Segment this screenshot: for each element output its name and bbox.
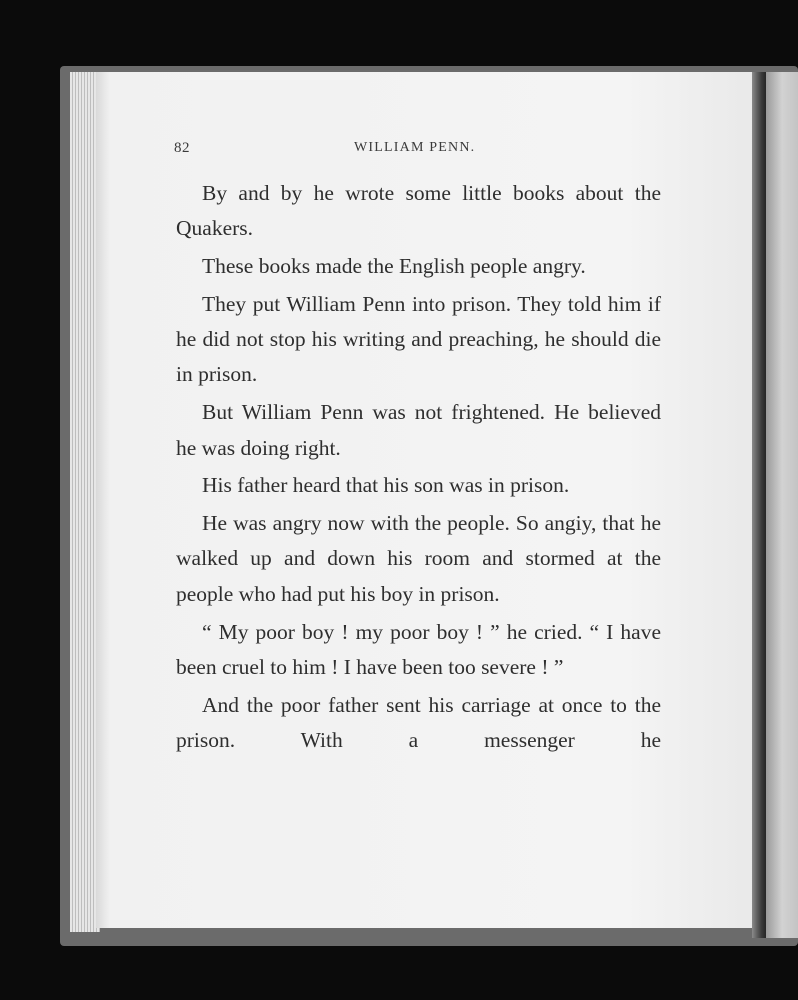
- paragraph: He was angry now with the people. So angiy, that he walked up and down his room and stormed at the people who had put his boy in prison.: [176, 511, 661, 606]
- paragraph: His father heard that his son was in prison.: [202, 473, 570, 498]
- paragraph: They put William Penn into prison. They told him if he did not stop his writing and preaching, he should die in prison.: [176, 291, 661, 387]
- paragraph: But William Penn was not frightened. He believed he was doing right.: [176, 400, 661, 460]
- page-header: [174, 140, 662, 164]
- paragraph: These books made the English people angry.: [202, 254, 586, 279]
- facing-page-edge: [766, 72, 798, 938]
- body-text: [176, 176, 661, 761]
- page-number: 82: [174, 140, 190, 156]
- paragraph: “ My poor boy ! my poor boy ! ” he cried. “ I have been cruel to him ! I have been too severe ! ”: [176, 619, 661, 679]
- running-head: WILLIAM PENN.: [354, 140, 476, 155]
- paragraph: By and by he wrote some little books about the Quakers.: [176, 181, 661, 241]
- paragraph: And the poor father sent his carriage at once to the prison. With a messenger he: [176, 692, 661, 752]
